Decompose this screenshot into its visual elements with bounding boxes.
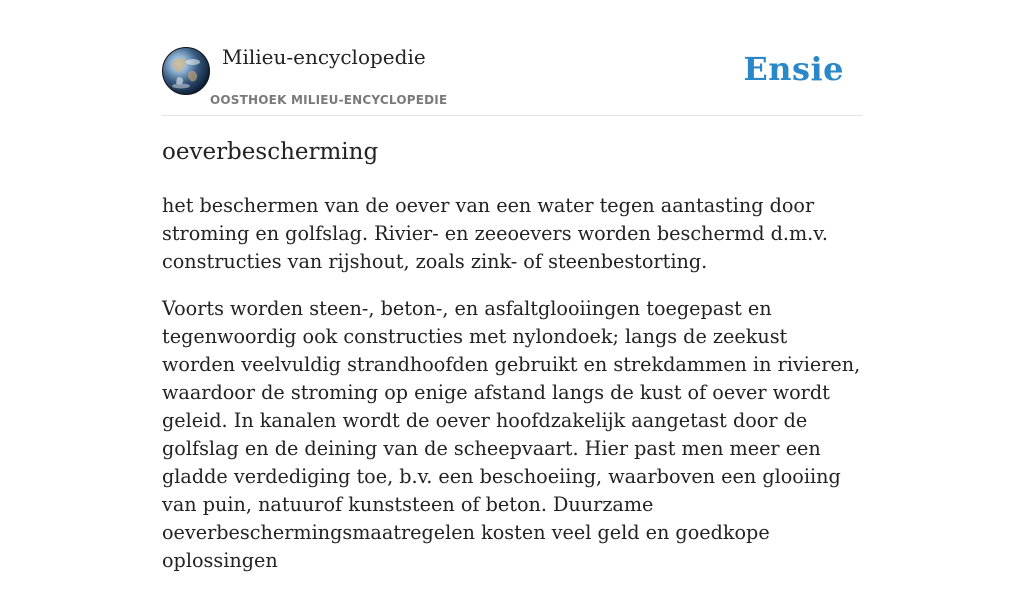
earth-globe-icon[interactable] xyxy=(162,47,210,95)
site-name[interactable]: Milieu-encyclopedie xyxy=(222,45,426,69)
article-body xyxy=(162,192,862,594)
brand-logo-text[interactable]: Ensie xyxy=(743,50,844,88)
article-paragraph: Voorts worden steen-, beton-, en asfaltglooiingen toegepast en tegenwoordig ook constructies met nylondoek; langs de zeekust worden veelvuldig strandhoofden gebruikt en strekdammen in rivieren, waardoor de stroming op enige afstand langs de kust of oever wordt geleid. In kanalen wordt de oever hoofdzakelijk aangetast door de golfslag en de deining van de scheepvaart. Hier past men meer een gladde verdediging toe, b.v. een beschoeiing, waarboven een glooiing van puin, natuurof kunststeen of beton. Duurzame oeverbeschermingsmaatregelen kosten veel geld en goedkope oplossingen xyxy=(162,297,861,572)
site-subtitle[interactable]: OOSTHOEK MILIEU-ENCYCLOPEDIE xyxy=(210,93,448,107)
page-title: oeverbescherming xyxy=(162,139,379,165)
site-header xyxy=(162,0,862,116)
article-paragraph: het beschermen van de oever van een water tegen aantasting door stroming en golfslag. Rivier- en zeeoevers worden beschermd d.m.v. constructies van rijshout, zoals zink- of steenbestorting. xyxy=(162,194,828,273)
